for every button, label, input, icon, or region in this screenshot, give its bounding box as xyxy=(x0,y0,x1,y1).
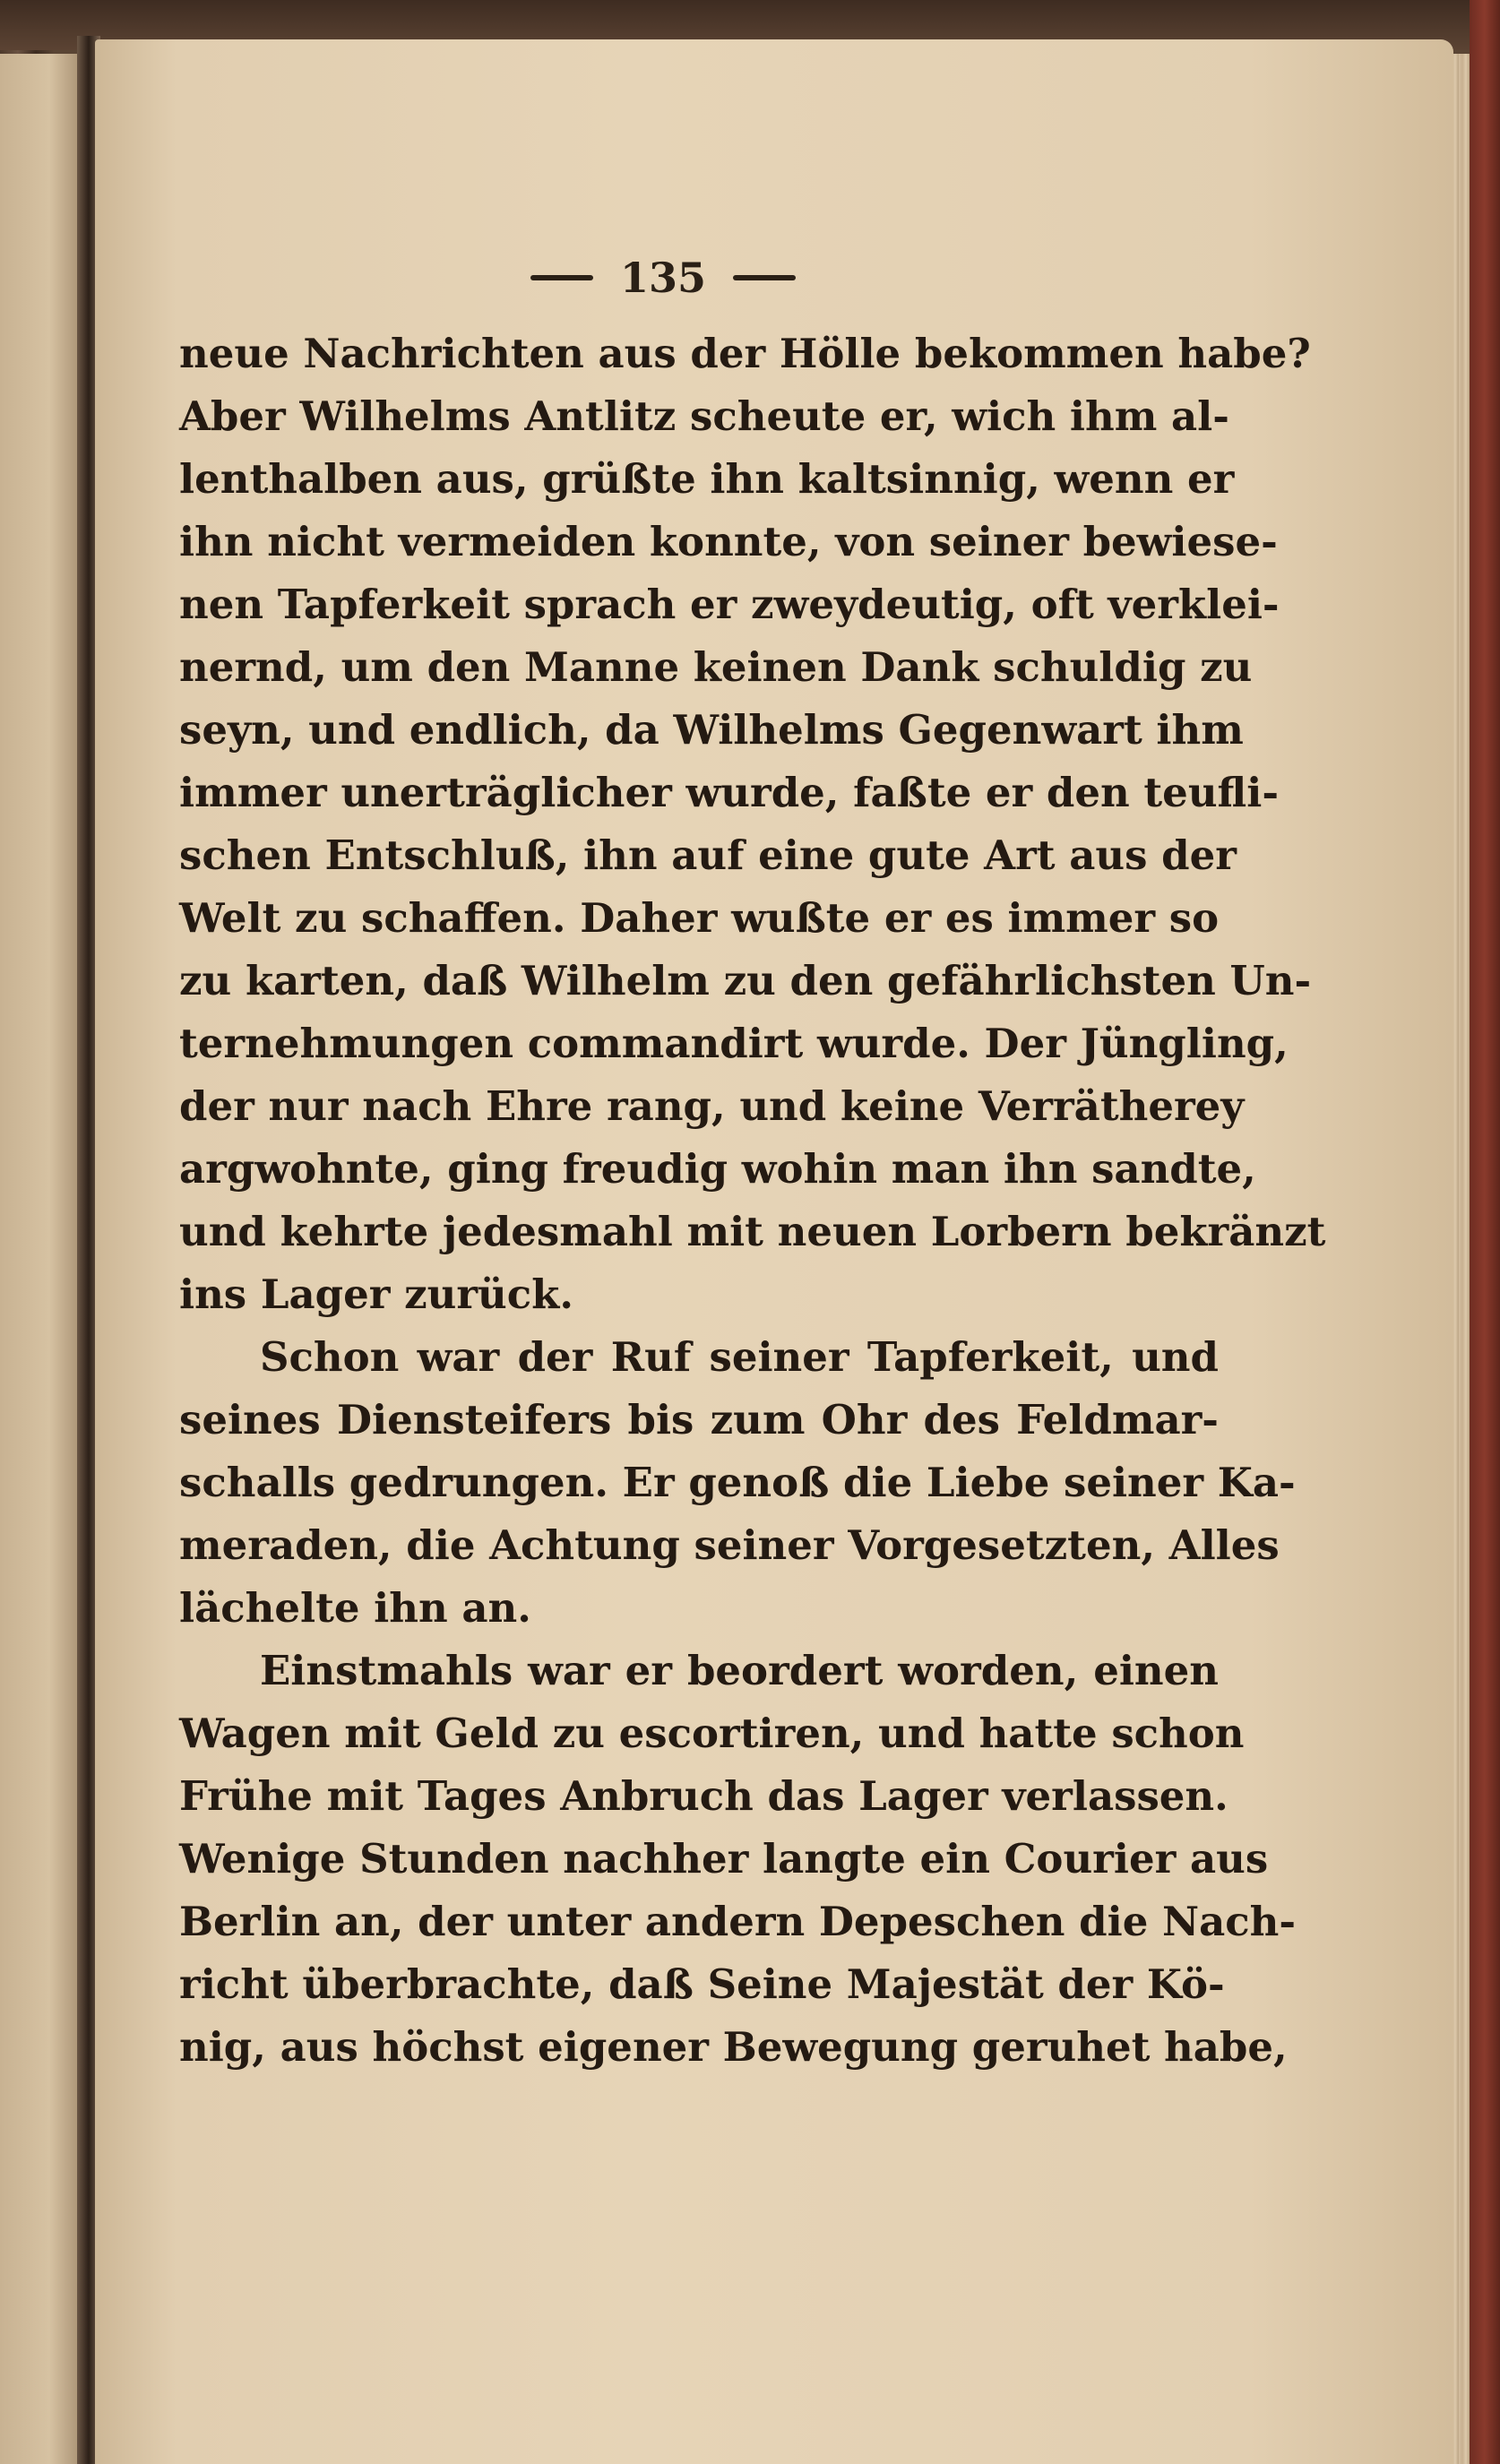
text-line: zu karten, daß Wilhelm zu den gefährlichsten Un- xyxy=(179,957,1312,1004)
text-line: neue Nachrichten aus der Hölle bekommen habe? xyxy=(179,330,1311,377)
text-line: der nur nach Ehre rang, und keine Verrätherey xyxy=(179,1082,1245,1130)
text-line: Aber Wilhelms Antlitz scheute er, wich ihm al- xyxy=(179,392,1229,440)
text-line: Einstmahls war er beordert worden, einen xyxy=(260,1647,1219,1694)
previous-page-edge xyxy=(0,54,82,2464)
paragraph-3 xyxy=(179,1640,1297,2079)
book-cover-edge xyxy=(1470,0,1500,2464)
text-line: meraden, die Achtung seiner Vorgesetzten, Alles xyxy=(179,1521,1280,1569)
text-line: Schon war der Ruf seiner Tapferkeit, und xyxy=(260,1333,1219,1381)
text-line: ihn nicht vermeiden konnte, von seiner bewiese- xyxy=(179,518,1278,565)
text-line: richt überbrachte, daß Seine Majestät der Kö- xyxy=(179,1960,1225,2008)
text-line: Berlin an, der unter andern Depeschen die Nach- xyxy=(179,1898,1297,1945)
text-line: seines Diensteifers bis zum Ohr des Feldmar- xyxy=(179,1396,1219,1443)
text-line: schalls gedrungen. Er genoß die Liebe seiner Ka- xyxy=(179,1459,1296,1506)
text-line: nen Tapferkeit sprach er zweydeutig, oft verklei- xyxy=(179,581,1280,628)
text-line: immer unerträglicher wurde, faßte er den teufli- xyxy=(179,769,1280,816)
body-text xyxy=(179,323,1326,2079)
text-line: schen Entschluß, ihn auf eine gute Art aus der xyxy=(179,831,1237,879)
text-line: Frühe mit Tages Anbruch das Lager verlassen. xyxy=(179,1772,1228,1820)
paragraph-2 xyxy=(179,1326,1296,1640)
header-dash-right xyxy=(733,275,796,280)
text-line: und kehrte jedesmahl mit neuen Lorbern bekränzt xyxy=(179,1208,1326,1255)
text-line: argwohnte, ging freudig wohin man ihn sandte, xyxy=(179,1145,1256,1193)
text-line: Wenige Stunden nachher langte ein Courier aus xyxy=(179,1835,1269,1882)
text-line: Welt zu schaffen. Daher wußte er es immer so xyxy=(179,894,1220,942)
text-line: Wagen mit Geld zu escortiren, und hatte schon xyxy=(179,1710,1245,1757)
text-line: ternehmungen commandirt wurde. Der Jüngling, xyxy=(179,1020,1289,1067)
text-line: nernd, um den Manne keinen Dank schuldig zu xyxy=(179,643,1253,691)
text-line: nig, aus höchst eigener Bewegung geruhet habe, xyxy=(179,2023,1288,2071)
page-header xyxy=(502,242,824,314)
header-dash-left xyxy=(530,275,593,280)
text-line: lenthalben aus, grüßte ihn kaltsinnig, wenn er xyxy=(179,455,1235,503)
text-line: seyn, und endlich, da Wilhelms Gegenwart ihm xyxy=(179,706,1244,754)
text-line: lächelte ihn an. xyxy=(179,1584,531,1632)
paragraph-1 xyxy=(179,323,1326,1326)
page-number: 135 xyxy=(619,254,707,302)
text-line: ins Lager zurück. xyxy=(179,1271,574,1318)
